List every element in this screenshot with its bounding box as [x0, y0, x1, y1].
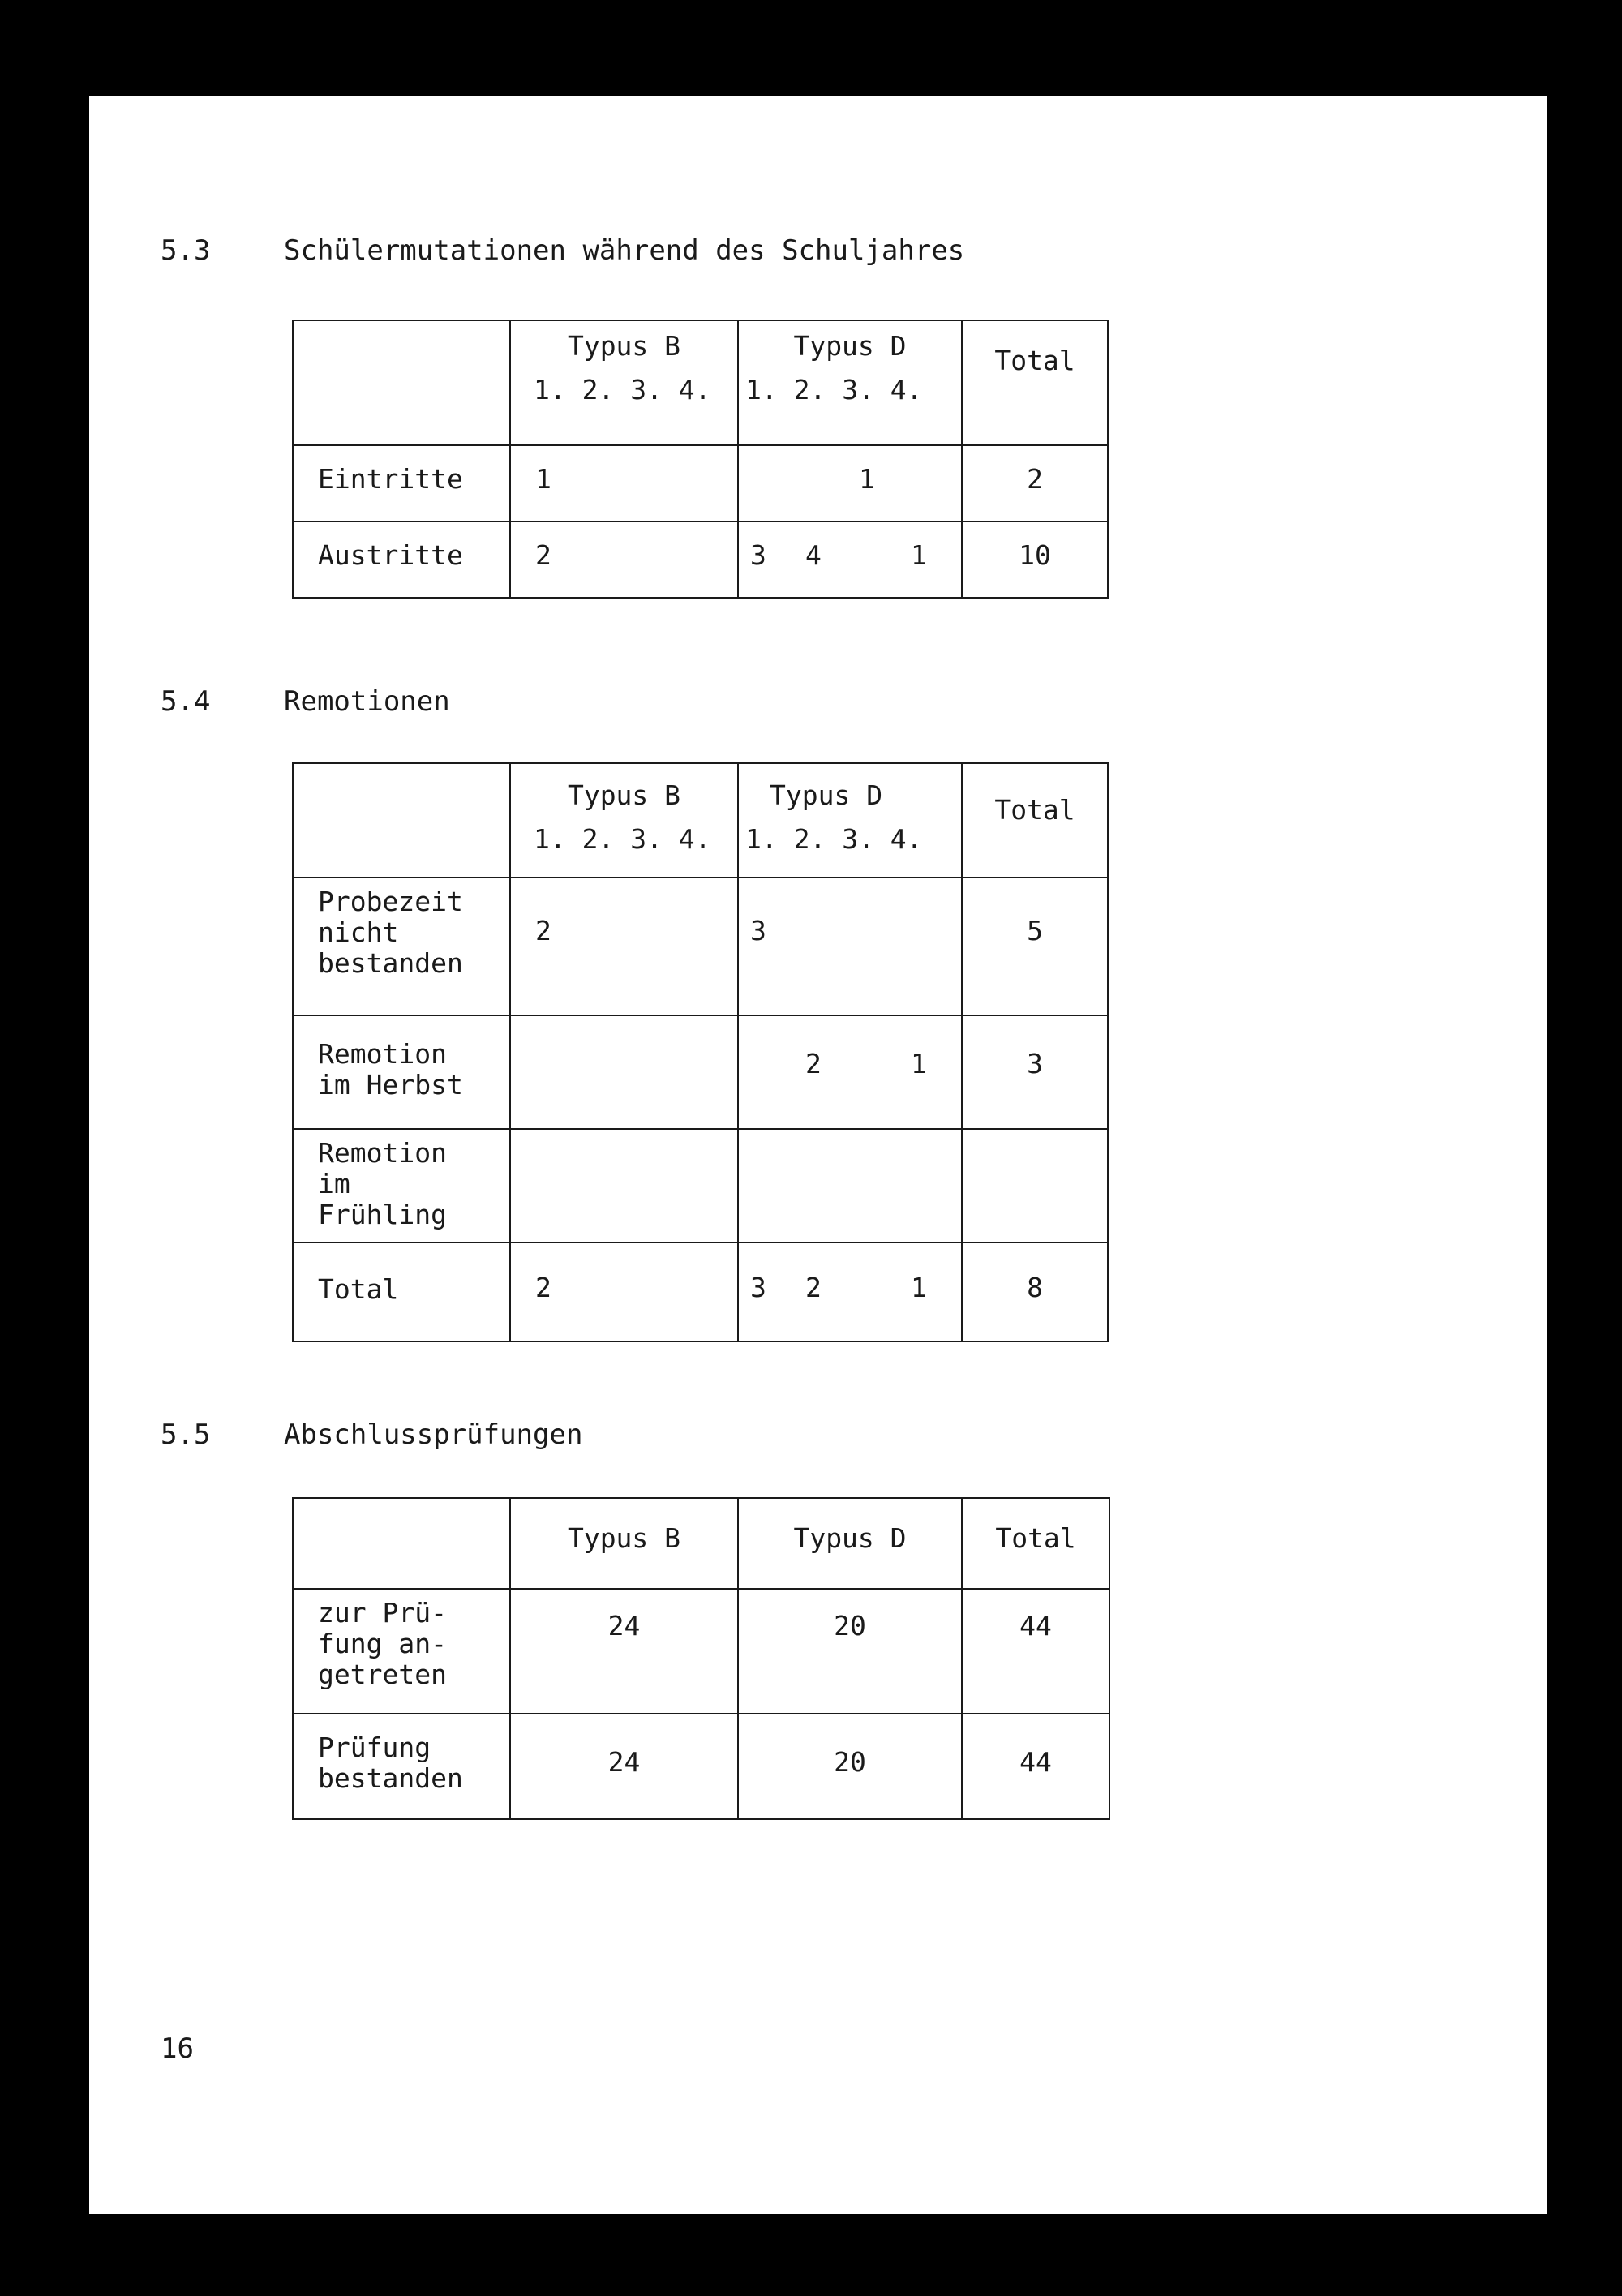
total-cell [962, 1129, 1108, 1242]
total-value: 44 [1019, 1610, 1052, 1642]
row-label-line-2: nicht [318, 916, 399, 948]
header-typus-b [510, 320, 738, 445]
typus-d-value: 20 [834, 1610, 866, 1642]
typus-d-grade-4-value: 1 [911, 1048, 927, 1079]
header-typus-b-label: Typus B [567, 779, 681, 811]
header-empty-cell [293, 1498, 510, 1589]
total-value: 3 [1027, 1048, 1043, 1079]
total-cell [962, 521, 1108, 598]
typus-b-cell [510, 1714, 738, 1819]
table-remotionen [292, 762, 1109, 1342]
row-label-line-1: Remotion [318, 1137, 447, 1169]
section-title-remotionen: Remotionen [284, 685, 450, 718]
total-cell [962, 1015, 1108, 1129]
typus-b-cell [510, 1129, 738, 1242]
typus-b-grade-1-value: 2 [535, 539, 551, 571]
row-label-cell [293, 1015, 510, 1129]
typus-d-grade-1-value: 3 [750, 915, 766, 946]
row-label-line-1: Prüfung [318, 1732, 431, 1763]
total-value: 2 [1027, 463, 1043, 495]
row-label-cell [293, 1242, 510, 1341]
row-label-cell [293, 1129, 510, 1242]
row-label-line-2: im Herbst [318, 1069, 463, 1101]
table-row-probezeit [293, 878, 1108, 1015]
header-typus-b [510, 763, 738, 878]
header-typus-d-label: Typus D [793, 330, 907, 362]
header-typus-d-grades: 1. 2. 3. 4. [745, 823, 923, 855]
typus-d-cell [738, 521, 962, 598]
row-label-line-3: getreten [318, 1659, 447, 1690]
table-row-remotion-herbst [293, 1015, 1108, 1129]
header-typus-d-label: Typus D [793, 1522, 907, 1554]
typus-d-grade-1-value: 3 [750, 1272, 766, 1303]
row-label: Austritte [318, 539, 463, 571]
typus-b-cell [510, 1589, 738, 1714]
table-abschlusspruefungen [292, 1497, 1110, 1820]
total-value: 8 [1027, 1272, 1043, 1303]
typus-d-grade-2-value: 2 [805, 1048, 822, 1079]
header-total [962, 763, 1108, 878]
typus-b-cell [510, 445, 738, 521]
table-row-austritte [293, 521, 1108, 598]
typus-d-cell [738, 1242, 962, 1341]
section-title-schuelermutationen: Schülermutationen während des Schuljahres [284, 234, 965, 267]
typus-b-grade-1-value: 1 [535, 463, 551, 495]
typus-b-grade-1-value: 2 [535, 1272, 551, 1303]
typus-b-cell [510, 1242, 738, 1341]
row-label-line-2: bestanden [318, 1762, 463, 1794]
typus-b-value: 24 [607, 1746, 641, 1778]
row-label-line-1: Probezeit [318, 886, 463, 917]
typus-d-grade-4-value: 1 [911, 1272, 927, 1303]
section-number-5-5: 5.5 [161, 1418, 211, 1451]
total-cell [962, 1714, 1109, 1819]
row-label-line-3: Frühling [318, 1199, 447, 1230]
table-row-pruefung-bestanden [293, 1714, 1109, 1819]
typus-d-cell [738, 1714, 962, 1819]
table-row-zur-pruefung-angetreten [293, 1589, 1109, 1714]
document-page [89, 96, 1547, 2214]
typus-d-grade-1-value: 3 [750, 539, 766, 571]
header-typus-d [738, 1498, 962, 1589]
header-typus-b-label: Typus B [567, 1522, 681, 1554]
header-typus-b-grades: 1. 2. 3. 4. [534, 374, 711, 406]
typus-d-cell [738, 1129, 962, 1242]
row-label: Total [318, 1273, 399, 1305]
total-cell [962, 1589, 1109, 1714]
row-label-cell [293, 878, 510, 1015]
header-typus-d-grades: 1. 2. 3. 4. [745, 374, 923, 406]
total-cell [962, 445, 1108, 521]
row-label-line-2: im [318, 1168, 350, 1199]
header-total [962, 1498, 1109, 1589]
total-cell [962, 878, 1108, 1015]
table-row-eintritte [293, 445, 1108, 521]
typus-b-grade-1-value: 2 [535, 915, 551, 946]
typus-d-grade-2-value: 2 [805, 1272, 822, 1303]
total-cell [962, 1242, 1108, 1341]
header-total-label: Total [994, 794, 1075, 826]
typus-b-cell [510, 521, 738, 598]
row-label-line-3: bestanden [318, 947, 463, 979]
header-typus-b-grades: 1. 2. 3. 4. [534, 823, 711, 855]
section-number-5-4: 5.4 [161, 685, 211, 718]
typus-d-cell [738, 1015, 962, 1129]
typus-d-value: 20 [834, 1746, 866, 1778]
header-total [962, 320, 1108, 445]
header-empty-cell [293, 763, 510, 878]
row-label-line-2: fung an- [318, 1628, 447, 1659]
table-row-remotion-fruehling [293, 1129, 1108, 1242]
header-typus-b-label: Typus B [567, 330, 681, 362]
header-typus-b [510, 1498, 738, 1589]
row-label-line-1: Remotion [318, 1038, 447, 1070]
header-total-label: Total [995, 1522, 1076, 1554]
total-value: 44 [1019, 1746, 1052, 1778]
section-number-5-3: 5.3 [161, 234, 211, 267]
typus-d-cell [738, 445, 962, 521]
row-label-cell [293, 521, 510, 598]
table-schuelermutationen [292, 320, 1109, 599]
header-typus-d [738, 320, 962, 445]
total-value: 5 [1027, 915, 1043, 946]
typus-b-cell [510, 878, 738, 1015]
row-label-cell [293, 1714, 510, 1819]
row-label: Eintritte [318, 463, 463, 495]
table-header-row [293, 1498, 1109, 1589]
typus-d-grade-3-value: 1 [859, 463, 875, 495]
row-label-cell [293, 1589, 510, 1714]
row-label-line-1: zur Prü- [318, 1597, 447, 1629]
page-number: 16 [161, 2032, 194, 2065]
header-total-label: Total [994, 345, 1075, 376]
header-typus-d-label: Typus D [770, 779, 883, 811]
typus-d-cell [738, 1589, 962, 1714]
typus-b-cell [510, 1015, 738, 1129]
typus-d-cell [738, 878, 962, 1015]
typus-d-grade-4-value: 1 [911, 539, 927, 571]
row-label-cell [293, 445, 510, 521]
typus-b-value: 24 [607, 1610, 641, 1642]
header-typus-d [738, 763, 962, 878]
section-title-abschlusspruefungen: Abschlussprüfungen [284, 1418, 583, 1451]
header-empty-cell [293, 320, 510, 445]
table-header-row [293, 320, 1108, 445]
total-value: 10 [1019, 539, 1051, 571]
table-row-total [293, 1242, 1108, 1341]
table-header-row [293, 763, 1108, 878]
typus-d-grade-2-value: 4 [805, 539, 822, 571]
